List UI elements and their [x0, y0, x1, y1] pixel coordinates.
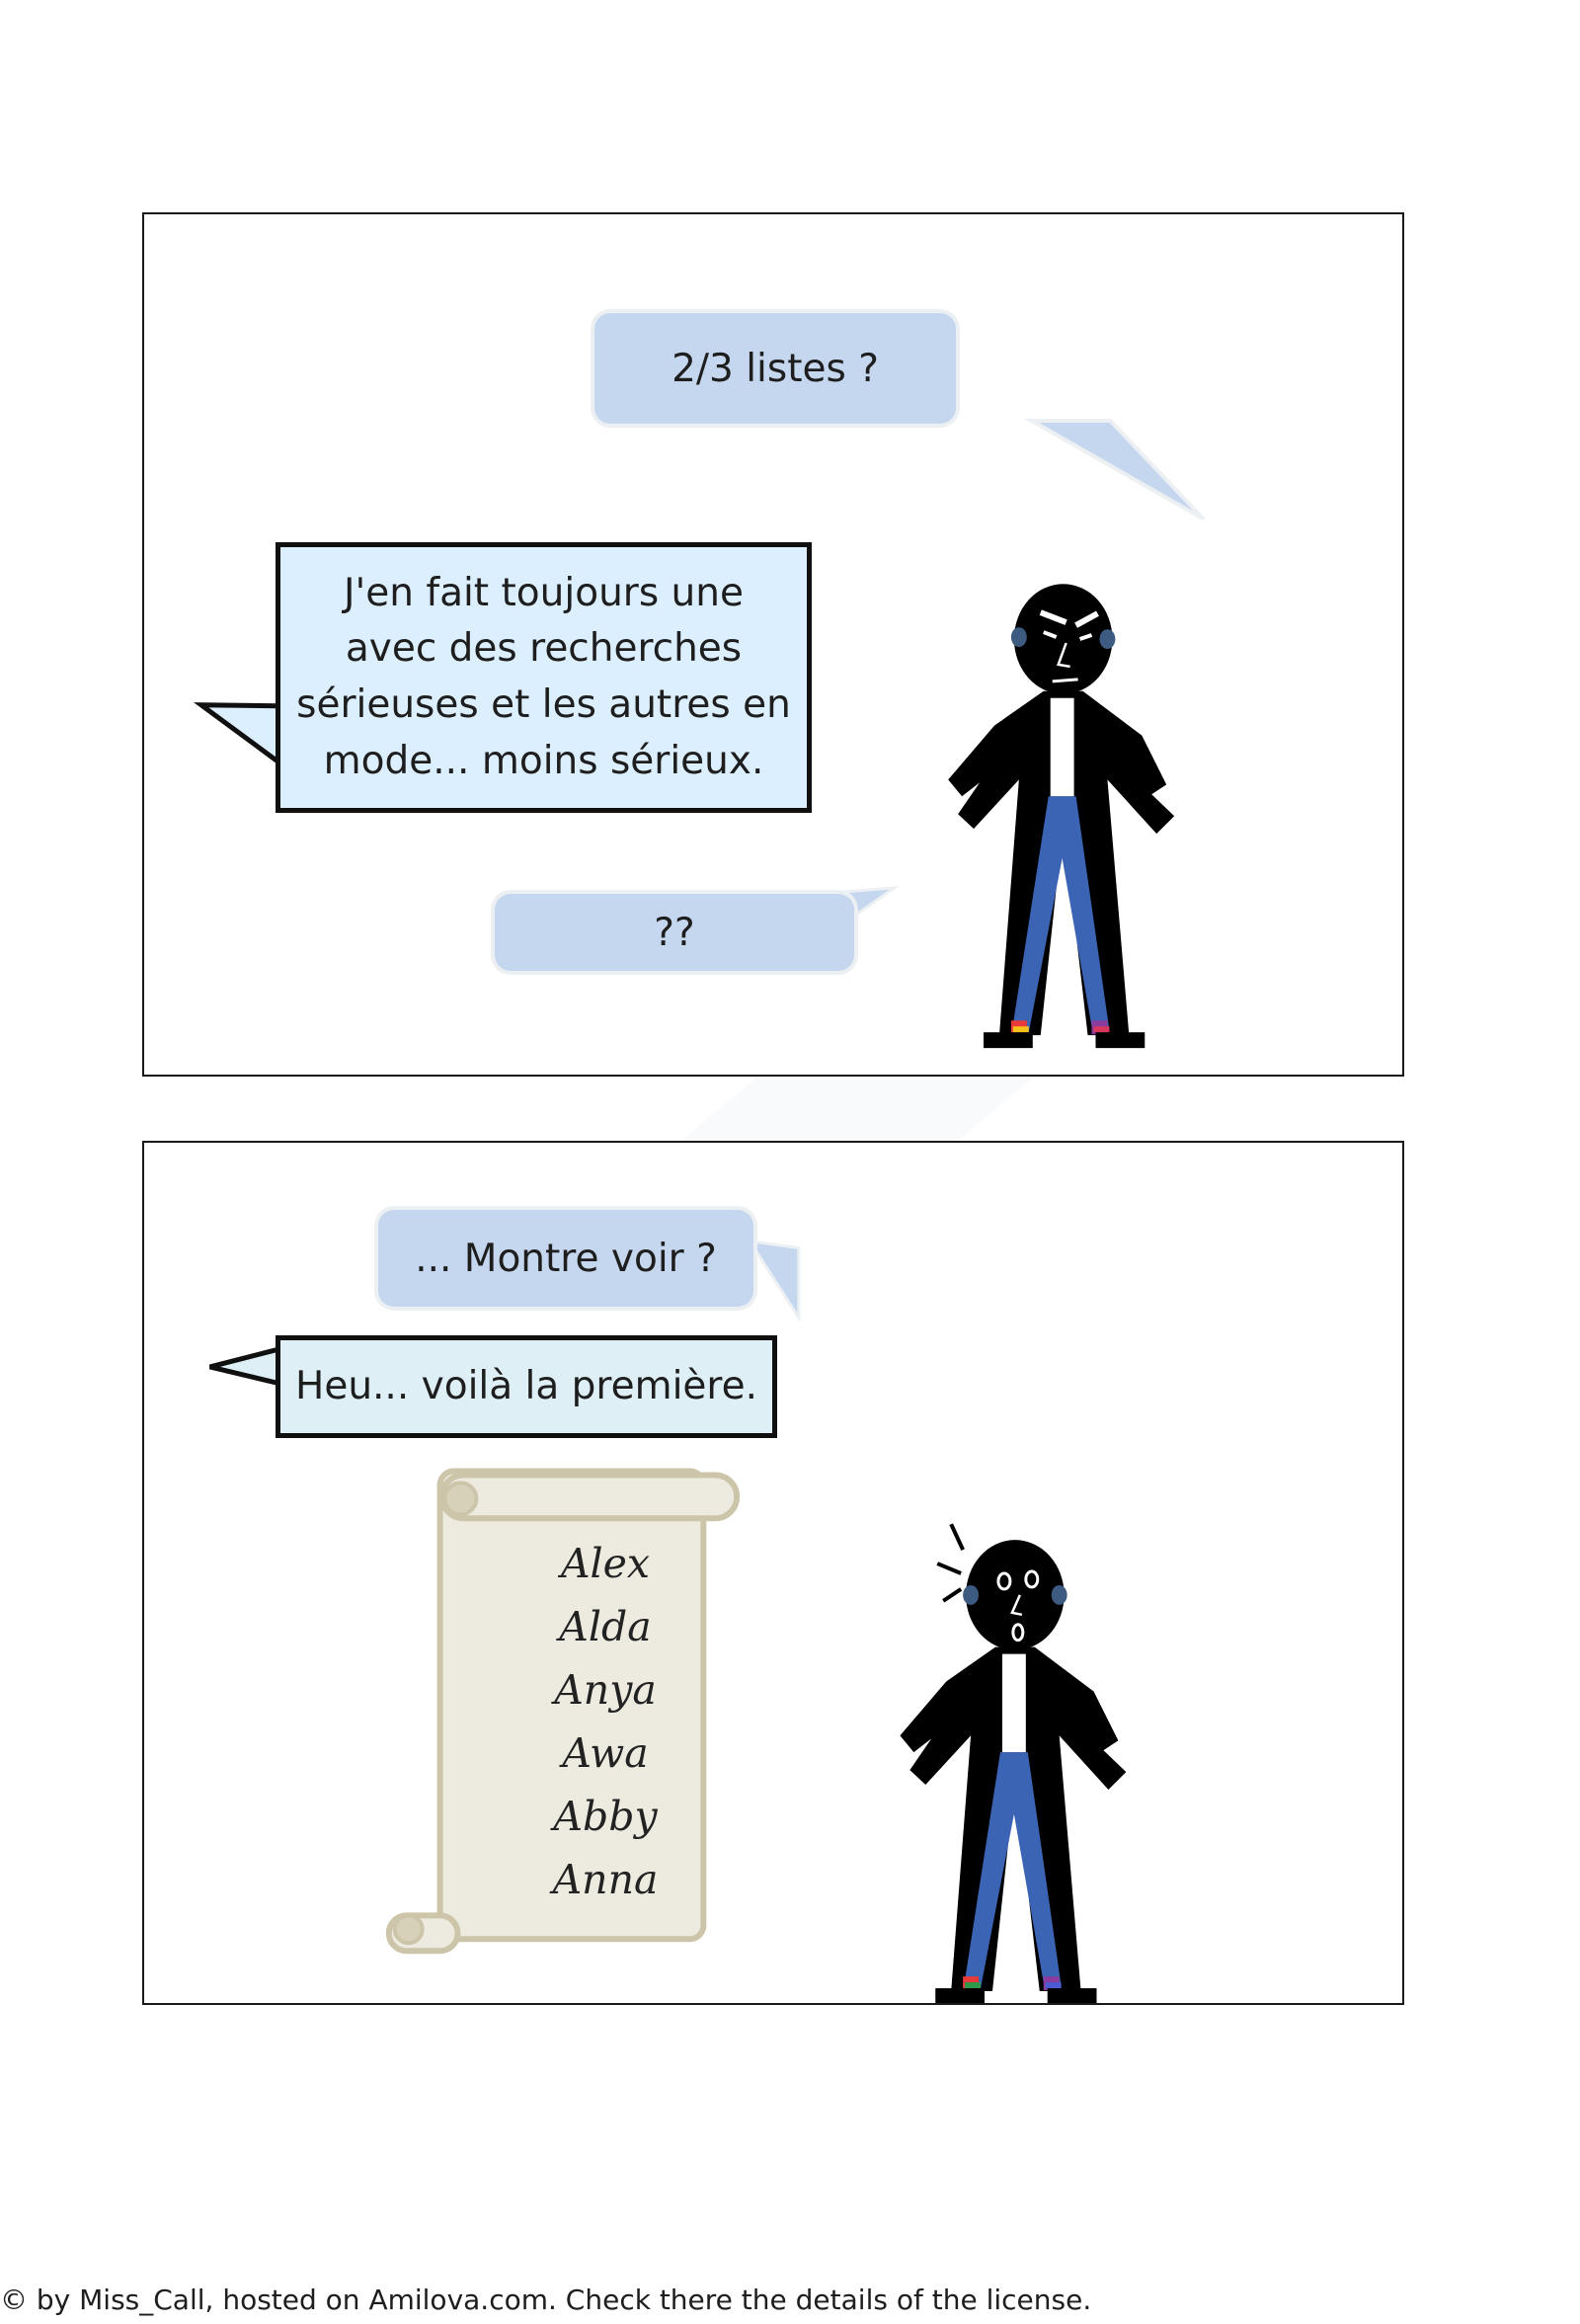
scroll-name-list	[512, 1532, 699, 1911]
speech-bubble-question-marks	[495, 894, 854, 971]
scroll-name: Awa	[562, 1729, 649, 1777]
speech-text: ??	[654, 910, 695, 955]
speech-tail	[750, 1242, 799, 1319]
speech-text: Heu... voilà la première.	[295, 1363, 757, 1408]
speech-tail	[210, 1349, 280, 1384]
scroll-name: Alex	[560, 1540, 651, 1587]
speech-line: J'en fait toujours une	[344, 570, 744, 615]
stick-figure-surprised	[900, 1524, 1126, 2003]
panel-2-art	[144, 1143, 1402, 2003]
speech-bubble-answer	[276, 1335, 777, 1438]
scroll-name: Anna	[552, 1856, 659, 1903]
speech-line: mode... moins sérieux.	[323, 738, 764, 783]
speech-line: sérieuses et les autres en	[296, 682, 791, 727]
speech-line: avec des recherches	[345, 626, 743, 672]
scroll-name: Anya	[554, 1666, 657, 1714]
speech-bubble-reply	[276, 542, 812, 813]
comic-panel-2	[142, 1141, 1404, 2005]
speech-tail	[1032, 421, 1204, 520]
speech-tail	[201, 705, 280, 763]
stick-figure-angry	[948, 584, 1174, 1048]
scroll-name: Alda	[559, 1603, 652, 1650]
speech-text: ... Montre voir ?	[415, 1236, 717, 1281]
speech-bubble-top	[594, 313, 956, 424]
speech-bubble-question	[378, 1210, 753, 1307]
scroll-name: Abby	[553, 1793, 658, 1840]
comic-panel-1	[142, 212, 1404, 1077]
license-credit: © by Miss_Call, hosted on Amilova.com. Check there the details of the license.	[0, 2284, 1092, 2316]
speech-text: 2/3 listes ?	[672, 346, 879, 391]
